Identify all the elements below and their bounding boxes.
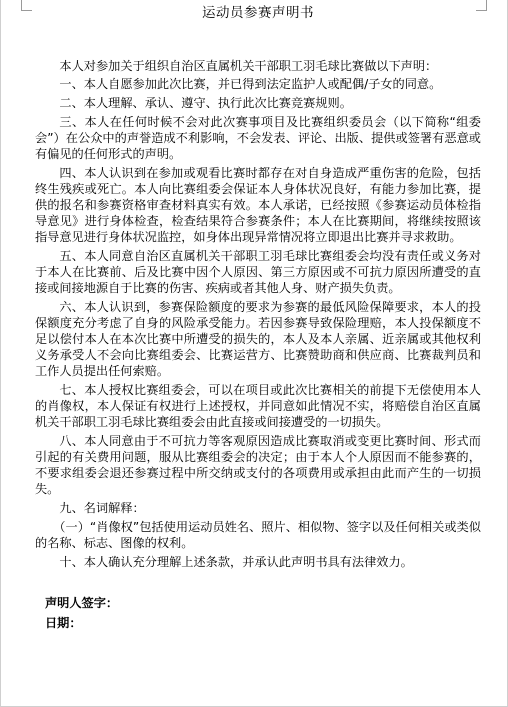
- document-title: 运动员参赛声明书: [202, 5, 314, 21]
- clause-4: 四、本人认识到在参加或观看比赛时都存在对自身造成严重伤害的危险，包括终生残疾或死亡。本人向比赛组委会保证本人身体状况良好，有能力参加比赛，提供的报名和参赛资格审查材料真实有效。本人承诺，已经按照《参赛运动员体检指导意见》进行身体检查，检查结果符合参赛条件；本人在比赛期间，将继续按照该指导意见进行身体状况监控，如身体出现异常情况将立即退出比赛并寻求救助。: [35, 166, 481, 244]
- intro-paragraph: 本人对参加关于组织自治区直属机关干部职工羽毛球比赛做以下声明：: [59, 59, 438, 73]
- clause-3: 三、本人在任何时候不会对此次赛事项目及比赛组织委员会（以下简称“组委会”）在公众中的声誉造成不利影响，不会发表、评论、出版、提供或签署有恶意或有偏见的任何形式的声明。: [35, 115, 481, 161]
- clause-7: 七、本人授权比赛组委会，可以在项目或此次比赛相关的前提下无偿使用本人的肖像权，本人保证有权进行上述授权，并同意如此情况不实，将赔偿自治区直属机关干部职工羽毛球比赛组委会由此直接或间接遭受的一切损失。: [35, 383, 481, 429]
- clause-1: 一、本人自愿参加此次比赛，并已得到法定监护人或配偶/子女的同意。: [59, 77, 442, 91]
- signature-label: 声明人签字：: [45, 596, 119, 610]
- clause-9-definition: （一）“肖像权”包括使用运动员姓名、照片、相似物、签字以及任何相关或类似的名称、标志、图像的权利。: [35, 520, 481, 550]
- clause-8: 八、本人同意由于不可抗力等客观原因造成比赛取消或变更比赛时间、形式而引起的有关费用问题，服从比赛组委会的决定；由于本人个人原因而不能参赛的，不要求组委会退还参赛过程中所交纳或支付的各项费用或承担由此而产生的一切损失。: [35, 434, 481, 496]
- clause-5: 五、本人同意自治区直属机关干部职工羽毛球比赛组委会均没有责任或义务对于本人在比赛前、后及比赛中因个人原因、第三方原因或不可抗力原因所遭受的直接或间接地源自于比赛的伤害、疾病或者其他人身、财产损失负责。: [35, 249, 481, 295]
- signature-block: [35, 593, 481, 633]
- clause-10: 十、本人确认充分理解上述条款，并承认此声明书具有法律效力。: [59, 555, 413, 569]
- page-corner-mark-left: [21, 0, 32, 11]
- date-label: 日期：: [45, 616, 82, 630]
- clause-2: 二、本人理解、承认、遵守、执行此次比赛竞赛规则。: [59, 96, 352, 110]
- clause-9: 九、名词解释：: [59, 501, 145, 515]
- document-body: [35, 4, 481, 633]
- clause-6: 六、本人认识到，参赛保险额度的要求为参赛的最低风险保障要求，本人的投保额度充分考虑了自身的风险承受能力。若因参赛导致保险理赔，本人投保额度不足以偿付本人在本次比赛中所遭受的损失的，本人及本人亲属、近亲属或其他权利义务承受人不会向比赛组委会、比赛运营方、比赛赞助商和供应商、比赛裁判员和工作人员提出任何索赔。: [35, 300, 481, 378]
